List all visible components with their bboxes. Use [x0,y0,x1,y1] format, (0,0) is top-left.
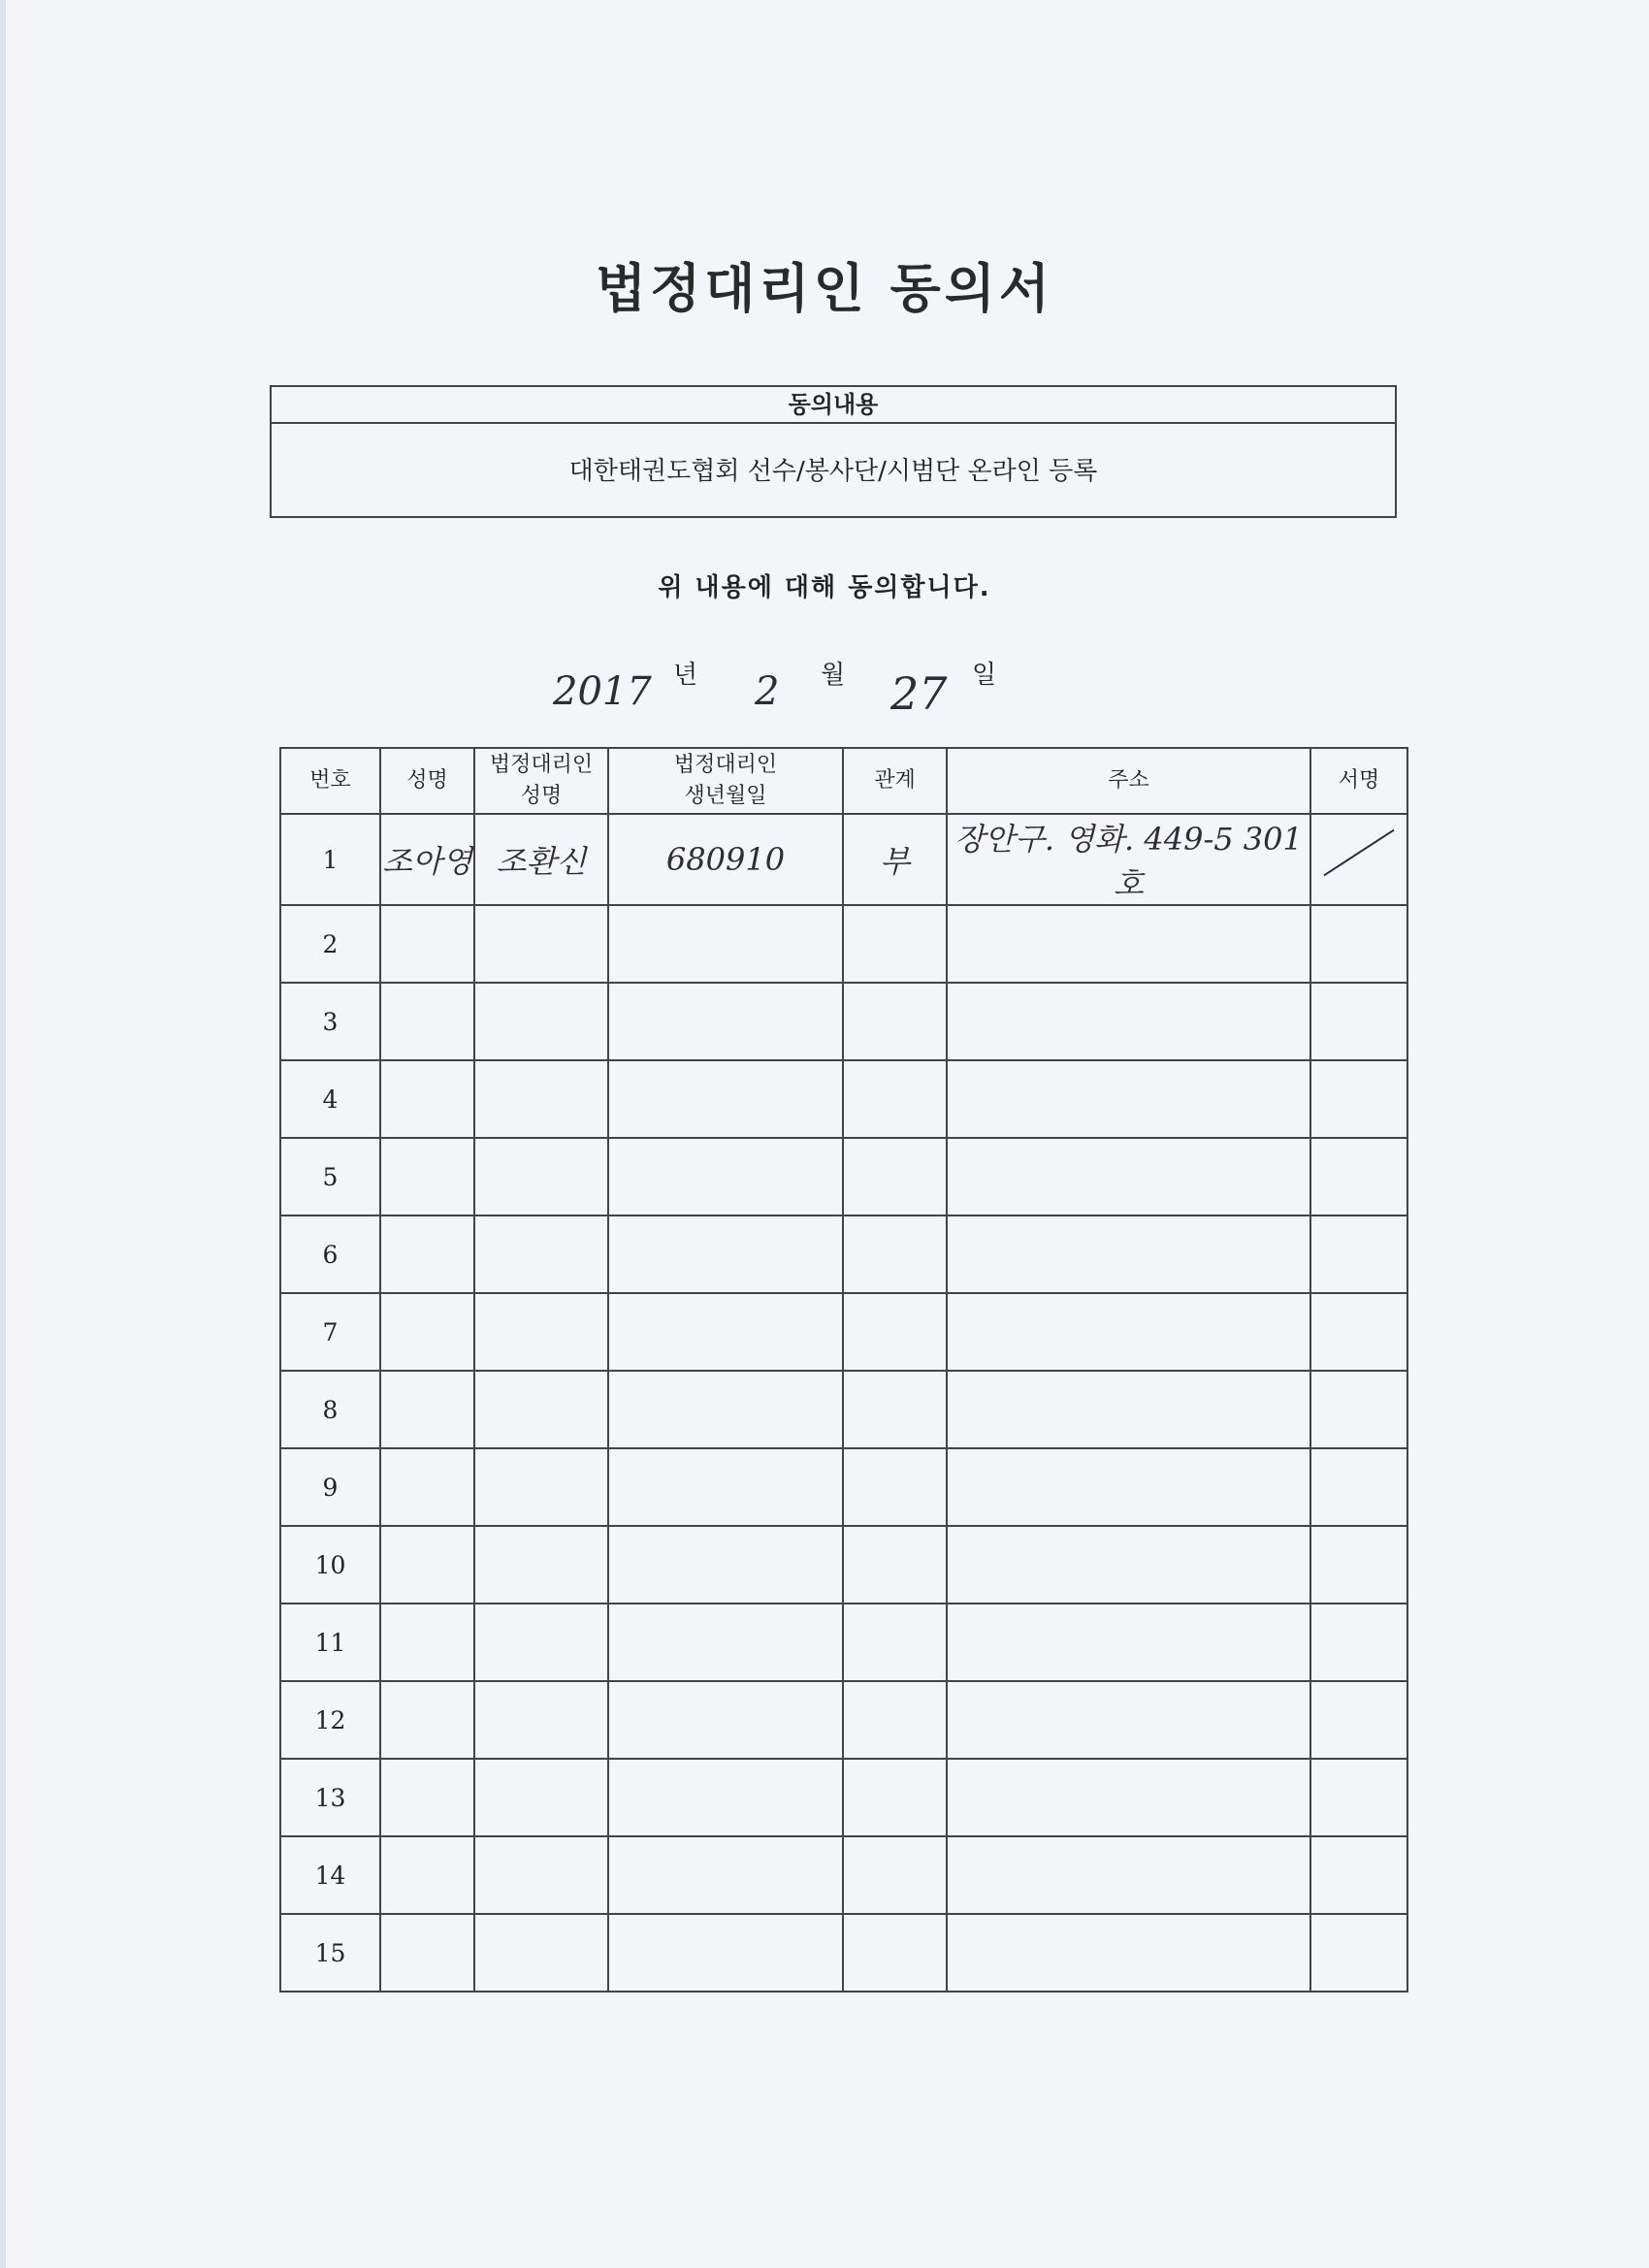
guardian-birth-cell[interactable]: 680910 [608,814,843,905]
row-number: 4 [280,1060,380,1138]
guardian-name-cell[interactable] [474,1681,608,1759]
row-number: 7 [280,1293,380,1371]
address-cell[interactable] [947,1293,1310,1371]
date-month: 2 [755,669,780,714]
table-row [280,1138,1407,1215]
guardian-table [279,747,1408,1993]
relation-cell[interactable] [843,1448,947,1526]
signature-cell[interactable] [1310,1215,1407,1293]
row-number: 10 [280,1526,380,1604]
relation-cell[interactable] [843,1836,947,1914]
address-cell[interactable]: 장안구. 영화. 449-5 301호 [947,814,1310,905]
address-cell[interactable] [947,1138,1310,1215]
page-edge [0,0,6,2268]
guardian-name-cell[interactable] [474,1371,608,1448]
guardian-birth-cell[interactable] [608,1448,843,1526]
row-number: 11 [280,1604,380,1681]
table-row [280,905,1407,983]
guardian-name-cell[interactable] [474,983,608,1060]
row-number: 9 [280,1448,380,1526]
address-cell[interactable] [947,905,1310,983]
row-number: 3 [280,983,380,1060]
row-number: 1 [280,814,380,905]
relation-cell[interactable] [843,1371,947,1448]
address-cell[interactable] [947,1914,1310,1992]
consent-header: 동의내용 [272,387,1395,424]
table-row [280,1914,1407,1992]
guardian-birth-cell[interactable] [608,1138,843,1215]
guardian-birth-cell[interactable] [608,1681,843,1759]
guardian-birth-cell[interactable] [608,1215,843,1293]
table-row [280,814,1407,905]
signature-cell[interactable] [1310,1138,1407,1215]
table-row [280,1060,1407,1138]
date-day: 27 [890,667,948,720]
relation-cell[interactable] [843,1060,947,1138]
relation-cell[interactable] [843,1604,947,1681]
guardian-name-cell[interactable] [474,1293,608,1371]
guardian-name-cell[interactable] [474,1914,608,1992]
row-number: 12 [280,1681,380,1759]
guardian-birth-cell[interactable] [608,1293,843,1371]
address-cell[interactable] [947,1060,1310,1138]
address-cell[interactable] [947,1681,1310,1759]
row-number: 5 [280,1138,380,1215]
signature-mark [1323,829,1394,877]
student-name-cell[interactable] [380,1681,474,1759]
row-number: 13 [280,1759,380,1836]
student-name-cell[interactable] [380,1215,474,1293]
student-name-cell[interactable] [380,905,474,983]
guardian-birth-cell[interactable] [608,1914,843,1992]
student-name-cell[interactable] [380,1448,474,1526]
relation-cell[interactable] [843,1293,947,1371]
student-name-cell[interactable] [380,1836,474,1914]
table-body [280,814,1407,1992]
student-name-cell[interactable]: 조아영 [380,814,474,905]
address-cell[interactable] [947,1604,1310,1681]
header-guardian-birth: 법정대리인 생년월일 [608,748,843,814]
relation-cell[interactable]: 부 [843,814,947,905]
table-row [280,1759,1407,1836]
student-name-cell[interactable] [380,983,474,1060]
guardian-name-cell[interactable] [474,905,608,983]
signature-cell[interactable] [1310,1759,1407,1836]
signature-cell[interactable] [1310,1060,1407,1138]
guardian-birth-cell[interactable] [608,1526,843,1604]
address-cell[interactable] [947,1759,1310,1836]
table-header-row [280,748,1407,814]
student-name-cell[interactable] [380,1759,474,1836]
row-number: 15 [280,1914,380,1992]
address-cell[interactable] [947,1215,1310,1293]
row-number: 8 [280,1371,380,1448]
guardian-birth-cell[interactable] [608,1060,843,1138]
relation-cell[interactable] [843,905,947,983]
signature-cell[interactable] [1310,1448,1407,1526]
date-year-label: 년 [673,661,698,690]
guardian-birth-cell[interactable] [608,1759,843,1836]
guardian-name-cell[interactable] [474,1759,608,1836]
table-row [280,1681,1407,1759]
signature-cell[interactable] [1310,1371,1407,1448]
student-name-cell[interactable] [380,1371,474,1448]
header-guardian-name: 법정대리인 성명 [474,748,608,814]
table-row [280,1448,1407,1526]
address-cell[interactable] [947,1448,1310,1526]
relation-cell[interactable] [843,1138,947,1215]
table-row [280,1215,1407,1293]
signature-cell[interactable] [1310,905,1407,983]
address-cell[interactable] [947,1371,1310,1448]
guardian-name-cell[interactable]: 조환신 [474,814,608,905]
signature-cell[interactable] [1310,1293,1407,1371]
signature-cell[interactable] [1310,1836,1407,1914]
signature-cell[interactable] [1310,1526,1407,1604]
signature-cell[interactable] [1310,1914,1407,1992]
date-year: 2017 [553,669,652,714]
header-signature: 서명 [1310,748,1407,814]
header-relation: 관계 [843,748,947,814]
signature-cell[interactable] [1310,1604,1407,1681]
consent-box [270,385,1397,518]
guardian-name-cell[interactable] [474,1060,608,1138]
relation-cell[interactable] [843,1914,947,1992]
guardian-birth-cell[interactable] [608,1836,843,1914]
student-name-cell[interactable] [380,1138,474,1215]
guardian-birth-cell[interactable] [608,983,843,1060]
student-name-cell[interactable] [380,1293,474,1371]
page-title: 법정대리인 동의서 [595,258,1054,319]
agree-statement: 위 내용에 대해 동의합니다. [658,573,991,602]
consent-body: 대한태권도협회 선수/봉사단/시범단 온라인 등록 [568,457,1098,486]
guardian-birth-cell[interactable] [608,905,843,983]
student-name-cell[interactable] [380,1604,474,1681]
table-row [280,1526,1407,1604]
guardian-birth-cell[interactable] [608,1604,843,1681]
student-name-cell[interactable] [380,1526,474,1604]
guardian-name-cell[interactable] [474,1526,608,1604]
guardian-name-cell[interactable] [474,1604,608,1681]
relation-cell[interactable] [843,1526,947,1604]
student-name-cell[interactable] [380,1060,474,1138]
relation-cell[interactable] [843,1759,947,1836]
table-row [280,1293,1407,1371]
date-day-label: 일 [972,661,997,690]
signature-cell[interactable] [1310,814,1407,905]
guardian-name-cell[interactable] [474,1138,608,1215]
table-row [280,1604,1407,1681]
signature-cell[interactable] [1310,983,1407,1060]
guardian-birth-cell[interactable] [608,1371,843,1448]
table-row [280,983,1407,1060]
table-row [280,1836,1407,1914]
guardian-name-cell[interactable] [474,1448,608,1526]
row-number: 14 [280,1836,380,1914]
header-address: 주소 [947,748,1310,814]
relation-cell[interactable] [843,1215,947,1293]
signature-cell[interactable] [1310,1681,1407,1759]
relation-cell[interactable] [843,1681,947,1759]
address-cell[interactable] [947,983,1310,1060]
relation-cell[interactable] [843,983,947,1060]
date-month-label: 월 [821,661,846,690]
table-row [280,1371,1407,1448]
student-name-cell[interactable] [380,1914,474,1992]
header-number: 번호 [280,748,380,814]
address-cell[interactable] [947,1836,1310,1914]
address-cell[interactable] [947,1526,1310,1604]
guardian-name-cell[interactable] [474,1836,608,1914]
header-name: 성명 [380,748,474,814]
row-number: 2 [280,905,380,983]
guardian-name-cell[interactable] [474,1215,608,1293]
row-number: 6 [280,1215,380,1293]
